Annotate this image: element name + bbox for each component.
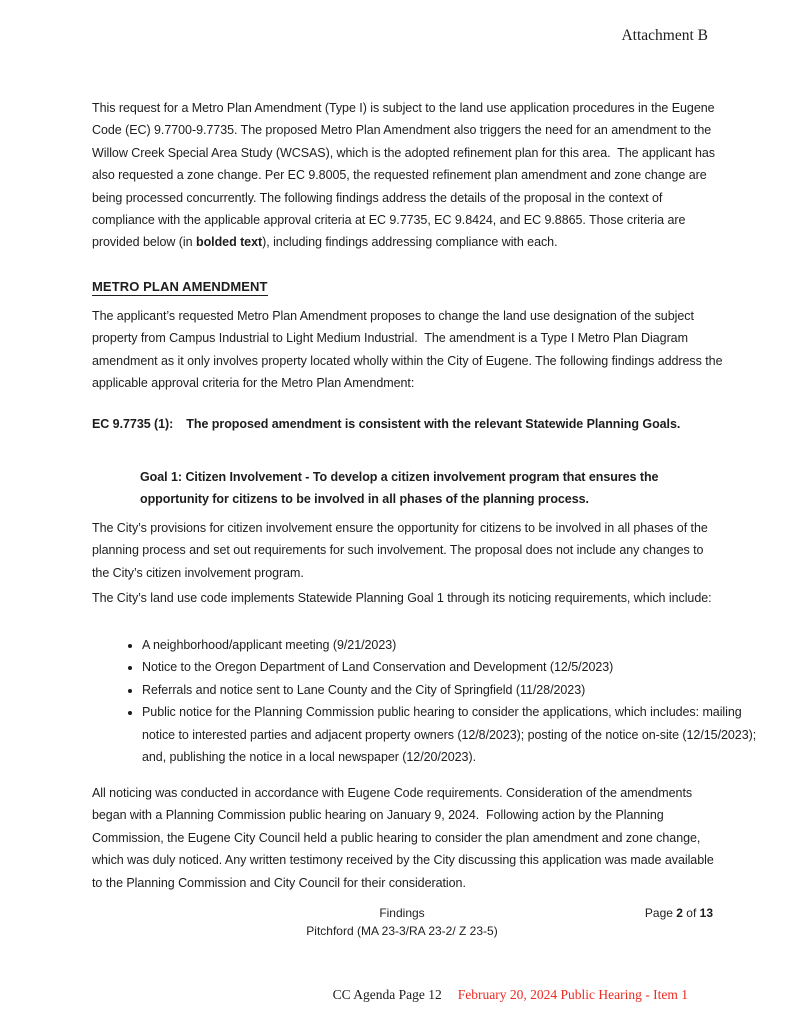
paragraph-applicant-request: The applicant’s requested Metro Plan Amendment proposes to change the land use designation of the subject property from Campus Industrial to Light Medium Industrial. The amendment is a Type I Metro Plan Diagram amendment as it only involves property located wholly within the City of Eugene. The following findings address the applicable approval criteria for the Metro Plan Amendment:	[92, 309, 726, 391]
paragraph-noticing-conclusion: All noticing was conducted in accordance with Eugene Code requirements. Consideration of the amendments began with a Planning Commission public hearing on January 9, 2024. Following action by the Planning Commission, the Eugene City Council held a public hearing to consider the plan amendment and zone change, which was duly noticed. Any written testimony received by the City discussing this application was made available to the Planning Commission and City Council for their consideration.	[92, 786, 718, 890]
intro-text-start: This request for a Metro Plan Amendment (Type I) is subject to the land use application procedures in the Eugene Code (EC) 9.7700-9.7735. The proposed Metro Plan Amendment also triggers the need for an amendment to the Willow Creek Special Area Study (WCSAS), which is the adopted refinement plan for this area. The applicant has also requested a zone change. Per EC 9.8005, the requested refinement plan amendment and zone change are being processed concurrently. The following findings address the details of the proposal in the context of compliance with the applicable approval criteria at EC 9.7735, EC 9.8424, and EC 9.8865. Those criteria are provided below (in	[92, 101, 719, 250]
section-heading-metro-plan-amendment	[92, 279, 268, 296]
list-item-dlcd-notice: • Notice to the Oregon Department of Land Conservation and Development (12/5/2023)	[142, 656, 774, 678]
page-prefix: Page	[644, 906, 677, 920]
paragraph-noticing-requirements: The City’s land use code implements Statewide Planning Goal 1 through its noticing requirements, which include:	[92, 591, 712, 605]
criterion-text: The proposed amendment is consistent with the relevant Statewide Planning Goals.	[186, 417, 681, 431]
footer-case-line: Pitchford (MA 23-3/RA 23-2/ Z 23-5)	[306, 923, 498, 938]
attachment-label: Attachment B	[621, 27, 708, 44]
page-of: of	[682, 906, 700, 920]
cc-agenda-page-label: CC Agenda Page 12	[332, 987, 442, 1002]
paragraph-intro	[92, 97, 724, 254]
intro-bolded-text: bolded text	[195, 235, 263, 250]
list-item-public-notice: • Public notice for the Planning Commission public hearing to consider the applications, which includes: mailing notice to interested parties and adjacent property owners (12/8/2023); posting of the notice on-site (12/15/2023); and, publishing the notice in a local newspaper (12/20/2023).	[142, 701, 774, 768]
criterion-code-label: EC 9.7735 (1):	[92, 417, 174, 431]
section-heading-text: METRO PLAN AMENDMENT	[92, 279, 268, 294]
agenda-footer	[333, 987, 688, 1003]
intro-text-end: ), including findings addressing compliance with each.	[262, 235, 558, 250]
page-total: 13	[699, 906, 713, 920]
list-item-neighborhood-meeting: • A neighborhood/applicant meeting (9/21/2023)	[142, 634, 774, 656]
list-item-referrals: • Referrals and notice sent to Lane County and the City of Springfield (11/28/2023)	[142, 679, 774, 701]
footer-doc-title: Findings	[379, 906, 425, 920]
goal-1-statement: Goal 1: Citizen Involvement - To develop a citizen involvement program that ensures the opportunity for citizens to be involved in all phases of the planning process.	[140, 470, 662, 507]
page-footer	[97, 905, 707, 940]
page-number-indicator	[645, 905, 713, 923]
noticing-bullet-list	[92, 634, 774, 768]
paragraph-citizen-involvement: The City’s provisions for citizen involvement ensure the opportunity for citizens to be involved in all phases of the planning process and set out requirements for such involvement. The proposal does not include any changes to the City’s citizen involvement program.	[92, 521, 712, 580]
page-number: 2	[676, 906, 683, 920]
public-hearing-label: February 20, 2024 Public Hearing - Item 1	[457, 987, 688, 1002]
criterion-ec-9-7735-1	[92, 413, 724, 435]
